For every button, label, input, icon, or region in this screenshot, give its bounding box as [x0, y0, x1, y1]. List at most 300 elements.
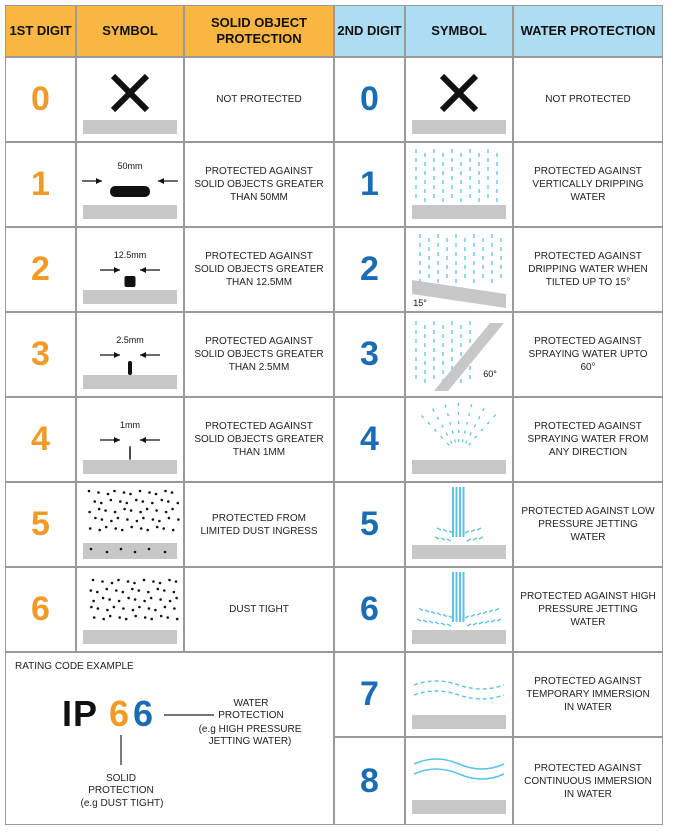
- spray-drop: [446, 433, 447, 436]
- dust-dot: [147, 591, 150, 594]
- dust-dot: [159, 582, 162, 585]
- ground-bar: [412, 545, 506, 559]
- dust-dot: [163, 589, 166, 592]
- spray-drop: [466, 441, 467, 444]
- dust-dot: [164, 606, 167, 609]
- example-solid-note: (e.g DUST TIGHT): [80, 798, 164, 809]
- spray-drop: [471, 404, 472, 407]
- dust-dot: [118, 616, 121, 619]
- dust-dot: [140, 527, 143, 530]
- header-water-protection-text: WATER PROTECTION: [520, 23, 656, 38]
- solid-digit: 0: [5, 57, 76, 142]
- dust-dot: [155, 509, 158, 512]
- spray-drop: [487, 422, 489, 424]
- water-jet: [463, 487, 465, 537]
- dust-dot: [89, 527, 92, 530]
- solid-symbol-graphic: [77, 398, 183, 481]
- dust-dot: [134, 615, 137, 618]
- header-second-digit-text: 2ND DIGIT: [337, 23, 402, 38]
- example-title: RATING CODE EXAMPLE: [15, 661, 134, 672]
- ground-bar: [412, 715, 506, 729]
- dust-dot: [111, 582, 114, 585]
- water-symbol-graphic: [406, 58, 512, 141]
- dust-dot: [138, 589, 141, 592]
- spray-drop: [442, 425, 443, 428]
- spray-drop: [433, 409, 434, 412]
- dust-dot: [134, 598, 137, 601]
- dust-dot: [136, 520, 139, 523]
- solid-description: DUST TIGHT: [184, 567, 334, 652]
- water-symbol: [405, 737, 513, 825]
- dust-dot: [92, 600, 95, 603]
- dust-dot: [117, 579, 120, 582]
- ground-bar: [83, 460, 177, 474]
- splash-drop: [479, 622, 483, 624]
- splash-drop: [447, 624, 451, 626]
- example-ip: IP: [62, 693, 99, 734]
- splash-drop: [467, 539, 471, 541]
- spray-drop: [465, 431, 466, 434]
- ground-bar: [412, 120, 506, 134]
- spray-drop: [467, 422, 468, 425]
- symbol-label: 15°: [413, 298, 427, 308]
- dust-dot: [130, 526, 133, 529]
- dust-dot: [164, 490, 167, 493]
- splash-drop: [479, 537, 483, 539]
- dust-dot: [125, 618, 128, 621]
- water-jet: [459, 572, 461, 622]
- water-symbol-graphic: [406, 738, 512, 821]
- dust-dot: [150, 618, 153, 621]
- example-solid-label: SOLID PROTECTION: [88, 773, 154, 796]
- splash-drop: [465, 616, 469, 618]
- dust-dot: [101, 518, 104, 521]
- solid-description: PROTECTED FROM LIMITED DUST INGRESS: [184, 482, 334, 567]
- splash-drop: [443, 530, 447, 532]
- dust-dot: [115, 589, 118, 592]
- dust-dot: [139, 490, 142, 493]
- dust-dot: [104, 509, 107, 512]
- dust-dot: [110, 499, 113, 502]
- solid-digit: 2: [5, 227, 76, 312]
- dust-dot: [126, 518, 129, 521]
- dust-dot: [113, 606, 116, 609]
- water-symbol-graphic: [406, 143, 512, 226]
- dust-dot: [139, 511, 142, 514]
- spray-drop: [422, 416, 424, 418]
- splash-drop: [491, 620, 495, 622]
- splash-drop: [465, 531, 469, 533]
- dust-dot: [106, 609, 109, 612]
- dust-dot: [164, 551, 167, 554]
- header-solid-protection: [184, 5, 334, 57]
- water-wave: [414, 691, 504, 699]
- spray-drop: [448, 413, 449, 416]
- dust-dot: [97, 491, 100, 494]
- ground-bar: [83, 290, 177, 304]
- arrow-left-head: [114, 437, 120, 443]
- dust-dot: [175, 580, 178, 583]
- arrow-right-head: [140, 267, 146, 273]
- spray-drop: [455, 440, 456, 443]
- solid-symbol: [76, 482, 184, 567]
- dust-dot: [144, 616, 147, 619]
- water-symbol: [405, 312, 513, 397]
- dust-dot: [126, 502, 129, 505]
- solid-object: [110, 186, 150, 197]
- dust-dot: [161, 499, 164, 502]
- water-description: PROTECTED AGAINST VERTICALLY DRIPPING WATER: [513, 142, 663, 227]
- dust-dot: [132, 609, 135, 612]
- angled-plate: [434, 323, 504, 391]
- dust-dot: [90, 548, 93, 551]
- splash-drop: [473, 623, 477, 625]
- water-symbol: [405, 227, 513, 312]
- splash-drop: [467, 624, 471, 626]
- dust-dot: [123, 508, 126, 511]
- spray-drop: [441, 436, 443, 438]
- dust-dot: [146, 508, 149, 511]
- water-description: PROTECTED AGAINST SPRAYING WATER FROM ANY DIRECTION: [513, 397, 663, 482]
- solid-object: [128, 361, 132, 375]
- dust-dot: [169, 600, 172, 603]
- water-description: PROTECTED AGAINST LOW PRESSURE JETTING WATER: [513, 482, 663, 567]
- solid-symbol-graphic: [77, 228, 183, 311]
- water-symbol-graphic: [406, 483, 512, 566]
- dust-dot: [127, 580, 130, 583]
- splash-drop: [489, 610, 493, 612]
- dust-dot: [155, 493, 158, 496]
- water-jet: [452, 487, 454, 537]
- solid-description: NOT PROTECTED: [184, 57, 334, 142]
- solid-digit: 4: [5, 397, 76, 482]
- water-description: NOT PROTECTED: [513, 57, 663, 142]
- solid-digit: 3: [5, 312, 76, 397]
- solid-symbol: [76, 567, 184, 652]
- ip-rating-table: [5, 5, 663, 825]
- dust-dot: [88, 490, 91, 493]
- dust-dot: [122, 591, 125, 594]
- dust-dot: [176, 618, 179, 621]
- dust-dot: [152, 518, 155, 521]
- water-digit: 2: [334, 227, 405, 312]
- splash-drop: [435, 537, 439, 539]
- splash-drop: [477, 613, 481, 615]
- header-water-protection: [513, 5, 663, 57]
- splash-drop: [447, 539, 451, 541]
- dust-dot: [158, 520, 161, 523]
- spray-drop: [470, 433, 471, 436]
- header-symbol-left: [76, 5, 184, 57]
- dust-dot: [143, 579, 146, 582]
- arrow-left-head: [114, 267, 120, 273]
- dust-dot: [152, 580, 155, 583]
- example-second-digit: 6: [133, 693, 155, 734]
- spray-drop: [434, 429, 436, 431]
- dust-dot: [142, 500, 145, 503]
- header-symbol-right: [405, 5, 513, 57]
- splash-drop: [423, 620, 427, 622]
- splash-drop: [443, 615, 447, 617]
- spray-drop: [481, 429, 483, 431]
- ground-bar: [412, 205, 506, 219]
- dust-dot: [119, 500, 122, 503]
- dust-dot: [166, 616, 169, 619]
- dust-dot: [148, 491, 151, 494]
- water-jet: [456, 572, 458, 622]
- ground-bar: [83, 205, 177, 219]
- solid-symbol-graphic: [77, 58, 183, 141]
- dust-dot: [92, 579, 95, 582]
- water-description: PROTECTED AGAINST TEMPORARY IMMERSION IN WATER: [513, 652, 663, 737]
- solid-object: [129, 446, 131, 460]
- water-symbol-graphic: [406, 313, 512, 396]
- water-digit: 3: [334, 312, 405, 397]
- water-digit: 1: [334, 142, 405, 227]
- ground-bar: [412, 630, 506, 644]
- symbol-label: 2.5mm: [116, 335, 144, 345]
- dust-dot: [114, 511, 117, 514]
- dust-dot: [108, 598, 111, 601]
- water-jet: [463, 572, 465, 622]
- dust-dot: [157, 588, 160, 591]
- solid-symbol-graphic: [77, 313, 183, 396]
- dust-dot: [120, 548, 123, 551]
- header-symbol-left-text: SYMBOL: [102, 23, 158, 38]
- spray-drop: [450, 422, 451, 425]
- splash-drop: [429, 621, 433, 623]
- water-symbol-graphic: [406, 228, 512, 311]
- dust-dot: [171, 491, 174, 494]
- ground-bar: [83, 630, 177, 644]
- dust-dot: [110, 520, 113, 523]
- solid-symbol-graphic: [77, 568, 183, 651]
- example-water-label: WATER PROTECTION: [218, 698, 284, 721]
- dust-dot: [154, 609, 157, 612]
- dust-dot: [131, 588, 134, 591]
- splash-drop: [495, 609, 499, 611]
- dust-dot: [172, 529, 175, 532]
- dust-dot: [96, 591, 99, 594]
- solid-symbol-graphic: [77, 483, 183, 566]
- splash-drop: [485, 621, 489, 623]
- water-symbol-graphic: [406, 653, 512, 736]
- dust-dot: [90, 589, 93, 592]
- dust-dot: [122, 607, 125, 610]
- water-wave: [414, 759, 504, 769]
- dust-dot: [142, 517, 145, 520]
- spray-drop: [475, 436, 477, 438]
- water-symbol: [405, 482, 513, 567]
- dust-dot: [106, 588, 109, 591]
- dust-dot: [168, 579, 171, 582]
- header-second-digit: [334, 5, 405, 57]
- water-symbol: [405, 57, 513, 142]
- arrow-right-head: [158, 178, 164, 184]
- water-digit: 7: [334, 652, 405, 737]
- solid-description: PROTECTED AGAINST SOLID OBJECTS GREATER THAN 1MM: [184, 397, 334, 482]
- solid-symbol: [76, 397, 184, 482]
- symbol-label: 60°: [483, 369, 497, 379]
- solid-symbol: [76, 142, 184, 227]
- splash-drop: [437, 528, 441, 530]
- solid-digit: 1: [5, 142, 76, 227]
- splash-drop: [419, 609, 423, 611]
- water-description: PROTECTED AGAINST CONTINUOUS IMMERSION IN WATER: [513, 737, 663, 825]
- dust-dot: [130, 509, 133, 512]
- solid-symbol: [76, 312, 184, 397]
- dust-dot: [97, 607, 100, 610]
- ground-bar: [412, 460, 506, 474]
- ground-bar: [83, 375, 177, 389]
- dust-dot: [143, 600, 146, 603]
- dust-dot: [123, 491, 126, 494]
- arrow-left-head: [114, 352, 120, 358]
- arrow-right-head: [140, 437, 146, 443]
- solid-symbol: [76, 57, 184, 142]
- dust-dot: [93, 616, 96, 619]
- water-symbol: [405, 652, 513, 737]
- water-digit: 5: [334, 482, 405, 567]
- water-wave: [414, 681, 504, 689]
- dust-dot: [160, 615, 163, 618]
- splash-drop: [473, 538, 477, 540]
- dust-dot: [171, 508, 174, 511]
- header-first-digit: [5, 5, 76, 57]
- dust-dot: [159, 598, 162, 601]
- header-solid-protection-text: SOLID OBJECT PROTECTION: [210, 15, 308, 46]
- dust-dot: [148, 548, 151, 551]
- dust-dot: [102, 618, 105, 621]
- water-symbol-graphic: [406, 398, 512, 481]
- example-water-note: (e.g HIGH PRESSURE JETTING WATER): [198, 724, 302, 747]
- dust-dot: [177, 502, 180, 505]
- dust-dot: [113, 490, 116, 493]
- spray-drop: [469, 413, 470, 416]
- splash-drop: [431, 612, 435, 614]
- dust-dot: [177, 518, 180, 521]
- rating-code-example: [5, 652, 334, 825]
- spray-drop: [437, 417, 438, 420]
- dust-dot: [98, 529, 101, 532]
- spray-drop: [447, 443, 449, 445]
- water-digit: 0: [334, 57, 405, 142]
- water-description: PROTECTED AGAINST HIGH PRESSURE JETTING WATER: [513, 567, 663, 652]
- water-description: PROTECTED AGAINST DRIPPING WATER WHEN TILTED UP TO 15°: [513, 227, 663, 312]
- dust-dot: [134, 551, 137, 554]
- dust-dot: [146, 529, 149, 532]
- water-jet: [456, 487, 458, 537]
- solid-digit: 5: [5, 482, 76, 567]
- dust-dot: [98, 508, 101, 511]
- dust-dot: [109, 615, 112, 618]
- spray-drop: [483, 408, 484, 411]
- dust-dot: [173, 591, 176, 594]
- spray-drop: [479, 416, 480, 419]
- spray-drop: [462, 439, 463, 442]
- splash-drop: [441, 538, 445, 540]
- splash-drop: [477, 528, 481, 530]
- dust-dot: [105, 526, 108, 529]
- dust-dot: [121, 529, 124, 532]
- dust-dot: [90, 606, 93, 609]
- example-first-digit: 6: [109, 693, 131, 734]
- solid-description: PROTECTED AGAINST SOLID OBJECTS GREATER THAN 50MM: [184, 142, 334, 227]
- dust-dot: [117, 517, 120, 520]
- dust-dot: [165, 511, 168, 514]
- water-wave: [414, 769, 504, 779]
- splash-drop: [441, 623, 445, 625]
- splash-drop: [425, 610, 429, 612]
- splash-drop: [471, 615, 475, 617]
- dust-dot: [167, 500, 170, 503]
- splash-drop: [417, 619, 421, 621]
- dust-dot: [127, 597, 130, 600]
- dust-dot: [101, 580, 104, 583]
- spray-drop: [469, 443, 471, 445]
- dust-dot: [135, 499, 138, 502]
- water-digit: 6: [334, 567, 405, 652]
- water-digit: 8: [334, 737, 405, 825]
- symbol-label: 1mm: [120, 420, 140, 430]
- splash-drop: [483, 612, 487, 614]
- spray-drop: [428, 422, 430, 424]
- water-symbol: [405, 567, 513, 652]
- dust-dot: [156, 526, 159, 529]
- dust-dot: [129, 493, 132, 496]
- solid-digit: 6: [5, 567, 76, 652]
- water-jet: [452, 572, 454, 622]
- splash-drop: [497, 619, 501, 621]
- water-digit: 4: [334, 397, 405, 482]
- ground-bar: [83, 543, 177, 559]
- dust-dot: [138, 606, 141, 609]
- water-symbol-graphic: [406, 568, 512, 651]
- dust-dot: [175, 597, 178, 600]
- spray-drop: [451, 441, 452, 444]
- water-jet: [459, 487, 461, 537]
- dust-dot: [107, 493, 110, 496]
- arrow-right-head: [140, 352, 146, 358]
- solid-description: PROTECTED AGAINST SOLID OBJECTS GREATER THAN 12.5MM: [184, 227, 334, 312]
- water-symbol: [405, 397, 513, 482]
- ground-bar: [83, 120, 177, 134]
- dust-dot: [162, 527, 165, 530]
- symbol-label: 12.5mm: [113, 250, 147, 260]
- solid-object: [125, 276, 136, 287]
- ground-bar: [412, 800, 506, 814]
- header-symbol-right-text: SYMBOL: [431, 23, 487, 38]
- spray-drop: [452, 431, 453, 434]
- solid-symbol-graphic: [77, 143, 183, 226]
- water-symbol: [405, 142, 513, 227]
- solid-symbol: [76, 227, 184, 312]
- splash-drop: [435, 622, 439, 624]
- dust-dot: [100, 502, 103, 505]
- arrow-left-head: [96, 178, 102, 184]
- symbol-label: 50mm: [117, 161, 143, 171]
- dust-dot: [88, 511, 91, 514]
- spray-drop: [494, 415, 496, 417]
- dust-dot: [133, 582, 136, 585]
- header-first-digit-text: 1ST DIGIT: [9, 23, 72, 38]
- spray-drop: [445, 405, 446, 408]
- splash-drop: [471, 530, 475, 532]
- water-description: PROTECTED AGAINST SPRAYING WATER UPTO 60°: [513, 312, 663, 397]
- dust-dot: [168, 517, 171, 520]
- dust-dot: [114, 527, 117, 530]
- dust-dot: [148, 607, 151, 610]
